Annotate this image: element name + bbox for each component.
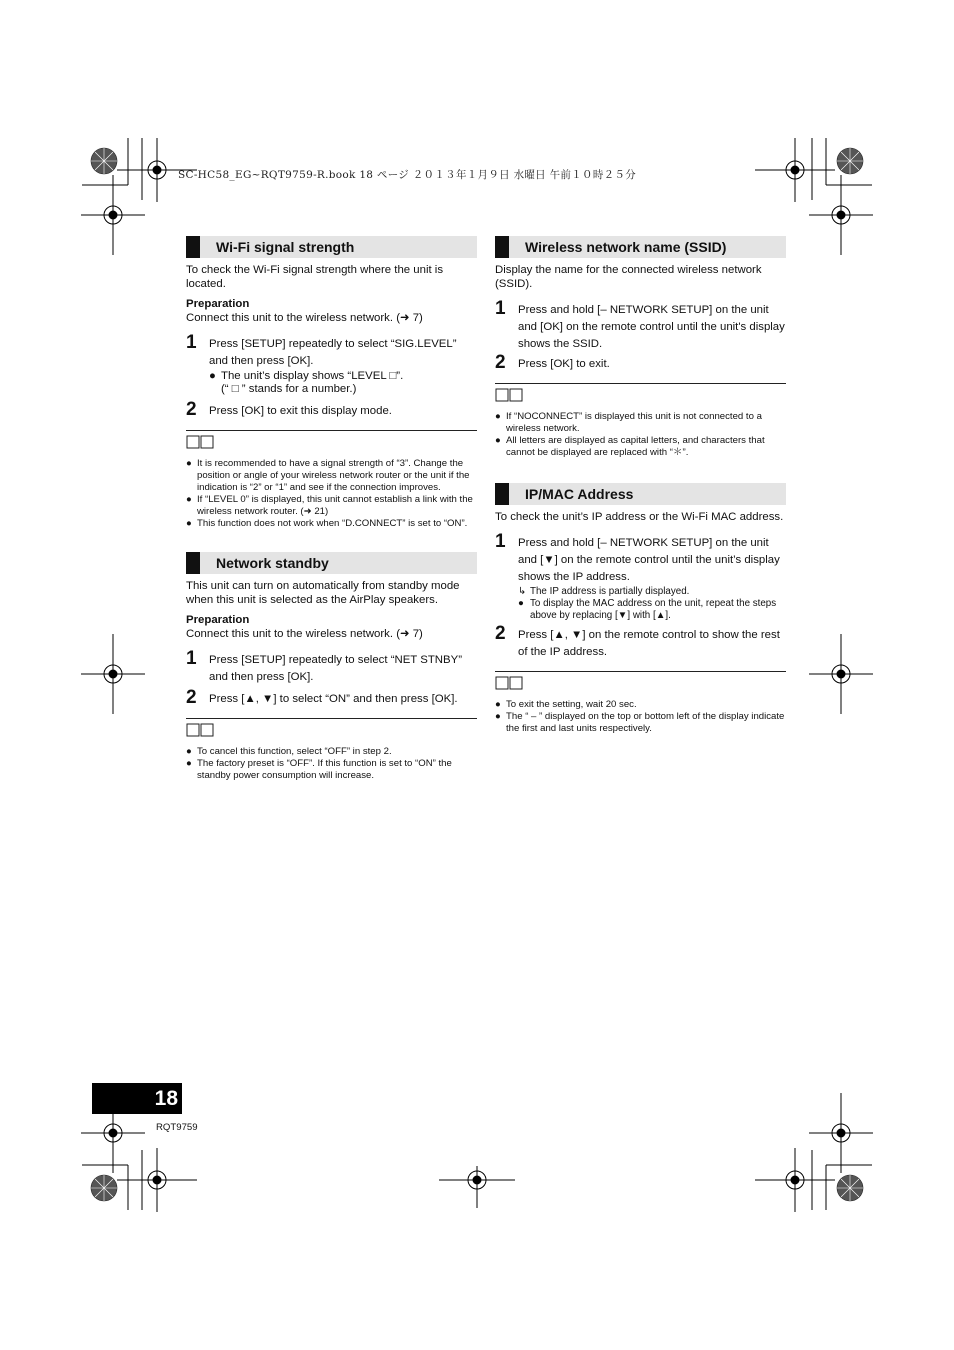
step-text: Press [▲, ▼] on the remote control to show the rest of the IP address. <box>518 629 780 658</box>
section-marker <box>186 236 200 258</box>
section-intro: To check the unit’s IP address or the Wi-Fi MAC address. <box>495 511 784 523</box>
section-title: Wi-Fi signal strength <box>216 239 355 255</box>
step-bullet: ● To display the MAC address on the unit, repeat the steps above by replacing [▼] with [▲]. <box>518 598 777 621</box>
step-2 <box>495 624 786 661</box>
section-header-network-standby <box>186 552 477 574</box>
notes-divider <box>495 671 786 672</box>
section-title: Wireless network name (SSID) <box>525 239 727 255</box>
note-book-icon <box>495 388 523 402</box>
step-1 <box>495 532 786 622</box>
section-header-wifi-signal <box>186 236 477 258</box>
step-number: 2 <box>186 687 197 708</box>
section-intro: Display the name for the connected wireless network (SSID). <box>495 264 762 290</box>
note-item: ● The “ – ” displayed on the top or bottom left of the display indicate the first and last units respectively. <box>495 711 785 734</box>
step-2 <box>186 400 477 420</box>
bullet-text: (“ □ ” stands for a number.) <box>221 383 357 395</box>
step-1 <box>186 333 477 396</box>
section-marker <box>495 236 509 258</box>
page-number-box <box>92 1083 182 1114</box>
step-number: 2 <box>186 399 197 420</box>
step-2 <box>495 353 786 373</box>
note-item: ● This function does not work when “D.CONNECT” is set to “ON”. <box>186 518 468 529</box>
step-text: Press and hold [– NETWORK SETUP] on the unit and [▼] on the remote control until the unit’s display shows the IP address. <box>518 537 780 583</box>
result-arrow-icon: ↳ <box>518 586 527 597</box>
step-text: Press [▲, ▼] to select “ON” and then press [OK]. <box>209 693 458 705</box>
note-item: ● It is recommended to have a signal strength of “3”. Change the position or angle of your wireless network router or the unit if the indication is “2” or “1” and see if the connection improves. <box>186 458 470 493</box>
bullet-text: The unit’s display shows “LEVEL □”. <box>221 370 404 382</box>
page-number: 18 <box>154 1086 178 1110</box>
section-header-ssid <box>495 236 786 258</box>
note-item: ● If “NOCONNECT” is displayed this unit is not connected to a wireless network. <box>495 411 762 434</box>
step-1 <box>495 299 786 353</box>
note-book-icon <box>495 676 523 690</box>
note-item: ● If “LEVEL 0” is displayed, this unit cannot establish a link with the wireless network router. (➜ 21) <box>186 494 473 517</box>
step-number: 2 <box>495 623 506 644</box>
notes-list <box>186 458 477 530</box>
step-number: 1 <box>186 648 197 669</box>
left-column <box>186 236 477 782</box>
note-item: ● To exit the setting, wait 20 sec. <box>495 699 637 710</box>
step-number: 1 <box>495 298 506 319</box>
section-intro: To check the Wi-Fi signal strength where the unit is located. <box>186 264 444 290</box>
step-text: Press [OK] to exit. <box>518 358 610 370</box>
notes-list <box>186 746 477 782</box>
step-number: 2 <box>495 352 506 373</box>
step-bullet <box>209 370 477 396</box>
print-file-header: SC-HC58_EG~RQT9759-R.book 18 ページ ２０１３年１月９日 水曜日 午前１０時２５分 <box>178 169 637 181</box>
note-item: ● To cancel this function, select “OFF” in step 2. <box>186 746 392 757</box>
step-2 <box>186 688 477 708</box>
notes-list <box>495 699 786 735</box>
note-book-icon <box>186 435 214 449</box>
section-intro: This unit can turn on automatically from standby mode when this unit is selected as the AirPlay speakers. <box>186 580 460 606</box>
right-column <box>495 236 786 735</box>
section-header-ip-mac <box>495 483 786 505</box>
preparation-text: Connect this unit to the wireless network. (➜ 7) <box>186 312 423 324</box>
step-text: Press and hold [– NETWORK SETUP] on the unit and [OK] on the remote control until the unit's display shows the SSID. <box>518 304 785 350</box>
note-book-icon <box>186 723 214 737</box>
notes-divider <box>186 430 477 431</box>
section-marker <box>495 483 509 505</box>
step-number: 1 <box>186 332 197 353</box>
step-1 <box>186 649 477 686</box>
step-text: Press [OK] to exit this display mode. <box>209 405 392 417</box>
step-text: Press [SETUP] repeatedly to select “NET STNBY” and then press [OK]. <box>209 654 462 683</box>
note-item: ● The factory preset is “OFF”. If this function is set to “ON” the standby power consumption will increase. <box>186 758 452 781</box>
notes-divider <box>186 718 477 719</box>
section-title: IP/MAC Address <box>525 486 634 502</box>
bullet-dot-icon: ● <box>209 370 216 382</box>
step-result: ↳ The IP address is partially displayed. <box>518 586 690 597</box>
notes-list <box>495 411 786 459</box>
step-text: Press [SETUP] repeatedly to select “SIG.LEVEL” and then press [OK]. <box>209 338 457 367</box>
model-code: RQT9759 <box>156 1122 198 1133</box>
note-item: ● All letters are displayed as capital letters, and characters that cannot be displayed are replaced with “＊”. <box>495 435 765 458</box>
section-title: Network standby <box>216 555 329 571</box>
notes-divider <box>495 383 786 384</box>
preparation-text: Connect this unit to the wireless network. (➜ 7) <box>186 628 423 640</box>
step-number: 1 <box>495 531 506 552</box>
section-marker <box>186 552 200 574</box>
bullet-dot-icon: ● <box>518 598 524 609</box>
preparation-heading: Preparation <box>186 614 250 626</box>
preparation-heading: Preparation <box>186 298 250 310</box>
